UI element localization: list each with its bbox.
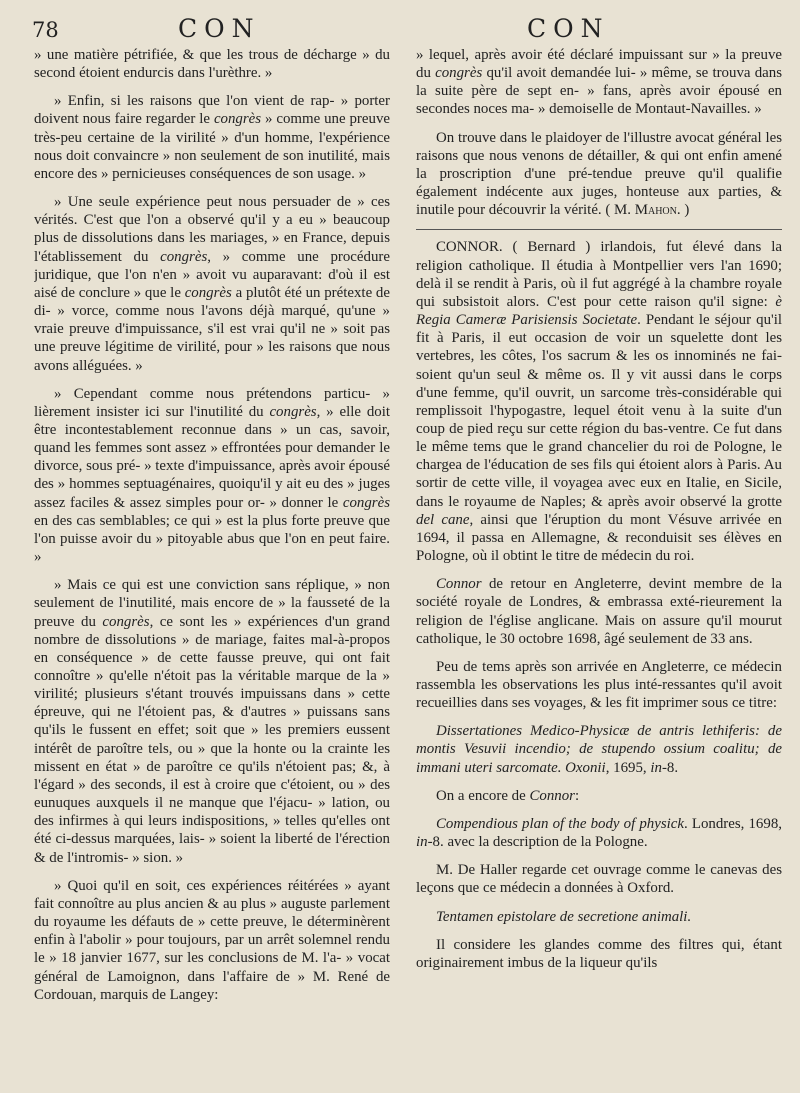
running-head-right: CON bbox=[527, 14, 610, 43]
paragraph: » lequel, après avoir été déclaré impuissant sur » la preuve du congrès qu'il avoit demandée lui- » même, se trouva dans la suite père de sept en- » fans, après avoir épousé en secondes noces ma- » demoiselle de Montaut-Navailles. » bbox=[416, 47, 782, 118]
paragraph: Peu de tems après son arrivée en Angleterre, ce médecin rassembla les observations les plus inté-ressantes qu'il avoit recueillies dans ses voyages, & les fit imprimer sous ce titre: bbox=[416, 658, 782, 712]
paragraph: On a encore de Connor: bbox=[436, 787, 580, 804]
paragraph: » Une seule expérience peut nous persuader de » ces vérités. C'est que l'on a observé qu'il y a eu » beaucoup plus de dissolutions dans les mariages, » en France, depuis l'établissement du congrès, » comme une procédure juridique, que l'on n'en » avoit vu auparavant: d'où il est aisé de conclure » que le congrès a plutôt été un prétexte de di- » vorce, comme nous l'avons déjà marqué, qu'une » vraie preuve d'impuissance, s'il est vrai qu'il ne » soit pas une preuve légitime de virilité, pour » les raisons que nous avons alléguées. » bbox=[34, 194, 390, 374]
page-number: 78 bbox=[32, 18, 59, 42]
paragraph: » Cependant comme nous prétendons particu- » lièrement insister ici sur l'inutilité du congrès, » elle doit être incontestablement reconnue dans » un cas, savoir, quand les femmes sont assez » effrontées pour demander le divorce, sous pré- » texte d'impuissance, après avoir épousé des » hommes septuagénaires, quoiqu'il y ait eu des » juges assez faciles & assez simples pour or- » donner le congrès en des cas semblables; ce qui » est la plus forte preuve que l'on puisse avoir du » pitoyable abus que l'on en peut faire. » bbox=[34, 385, 390, 566]
running-head-left: CON bbox=[178, 14, 261, 43]
paragraph: » une matière pétrifiée, & que les trous de décharge » du second étoient endurcis dans l'urèthre. » bbox=[34, 47, 390, 82]
book-title: Tentamen epistolare de secretione animali. bbox=[436, 908, 692, 925]
paragraph: On trouve dans le plaidoyer de l'illustre avocat général les raisons que nous venons de détailler, & qui ont enfin amené la proscription d'une pré-tendue preuve qu'il qualifie également indécente aux juges, honteuse aux parties, & inutile pour découvrir la vérité. ( M. Mahon. ) bbox=[416, 129, 782, 219]
paragraph: » Mais ce qui est une conviction sans réplique, » non seulement de l'inutilité, mais encore de » la fausseté de la preuve du congrès, ce sont les » expériences d'un grand nombre de dissolutions » de mariage, faites mal-à-propos en conséquence » de cette fausse preuve, qui ont fait connoître » qu'elle n'étoit pas la véritable marque de la » virilité; plusieurs s'étant trouvés impuissans dans » cette épreuve, qui ne l'étoient pas, & d'autres » puissans sans qu'ils le fussent en effet; soit que » les premiers eussent intérêt de paroître tels, ou » que la honte ou la crainte les missent en état » de paroître ce qu'ils n'étoient pas; &, à l'égard » des seconds, il est à croire que c'étoient, ou » des eunuques auxquels il ne manque que l'éjacu- » lation, ou des infirmes à qui leurs indispositions, » telles qu'elles ont été ci-dessus marquées, lais- » soient la liberté de l'érection & de l'intromis- » sion. » bbox=[34, 577, 390, 866]
paragraph: Il considere les glandes comme des filtres qui, étant originairement imbus de la liqueur qu'ils bbox=[416, 936, 782, 971]
book-title: Dissertationes Medico-Physicæ de antris lethiferis: de montis Vesuvii incendio; de stupendo ossium coalitu; de immani uteri sarcomate. Oxonii, 1695, in-8. bbox=[416, 723, 782, 776]
article-divider bbox=[416, 229, 782, 230]
right-column bbox=[416, 46, 782, 1086]
left-column bbox=[34, 46, 390, 1086]
article-connor: CONNOR. ( Bernard ) irlandois, fut élevé dans la religion catholique. Il étudia à Montpellier vers l'an 1690; delà il se rendit à Paris, où il fut aggrégé à la chambre royale qui subsistoit alors. C'est pour cette raison qu'il signe: è Regia Cameræ Parisiensis Societate. Pendant le séjour qu'il fit à Paris, il eut occasion de voir un squelette dont les vertebres, les côtes, l'os sacrum & les os innominés ne fai-soient qu'un seul & même os. Il y vit aussi dans le corps d'une femme, qu'il ouvrit, un sarcome très-considérable qui remplissoit l'hypogastre, lequel étoit venu à la suite d'un coup de pied reçu sur cette région du bas-ventre. Ce fut dans le même tems que le grand chancelier du roi de Pologne, le chargea de l'éducation de ses fils qui étoient alors à Paris. Au sortir de cette ville, il voyagea avec eux en Italie, en Sicile, dans le royaume de Naples; & après avoir observé la grotte del cane, ainsi que l'éruption du mont Vésuve arrivée en 1694, il passa en Allemagne, & reconduisit ses élèves en Pologne, où il obtint le titre de médecin du roi. bbox=[416, 239, 782, 565]
paragraph: » Quoi qu'il en soit, ces expériences réitérées » ayant fait connoître au plus ancien & au plus » auguste parlement du royaume les défauts de » cette preuve, le déterminèrent enfin à l'abolir » pour toujours, par un arrêt solemnel rendu le » 18 janvier 1677, sur les conclusions de M. l'a- » vocat général de Lamoignon, dans l'affaire de » M. René de Cordouan, marquis de Langey: bbox=[34, 877, 390, 1003]
page-header bbox=[0, 14, 800, 46]
paragraph: Connor de retour en Angleterre, devint membre de la société royale de Londres, & embrassa exté-rieurement la religion de l'église anglicane. Mais on assure qu'il mourut catholique, le 30 octobre 1698, âgé seulement de 33 ans. bbox=[416, 576, 782, 647]
book-title: Compendious plan of the body of physick. Londres, 1698, in-8. avec la description de la Pologne. bbox=[416, 815, 782, 851]
paragraph: M. De Haller regarde cet ouvrage comme le canevas des leçons que ce médecin a données à Oxford. bbox=[416, 862, 782, 897]
paragraph: » Enfin, si les raisons que l'on vient de rap- » porter doivent nous faire regarder le congrès » comme une preuve très-peu certaine de la virilité » d'un homme, l'expérience nous doit convaincre » non seulement de son inutilité, mais encore des » pernicieuses conséquences de son usage. » bbox=[34, 93, 390, 182]
